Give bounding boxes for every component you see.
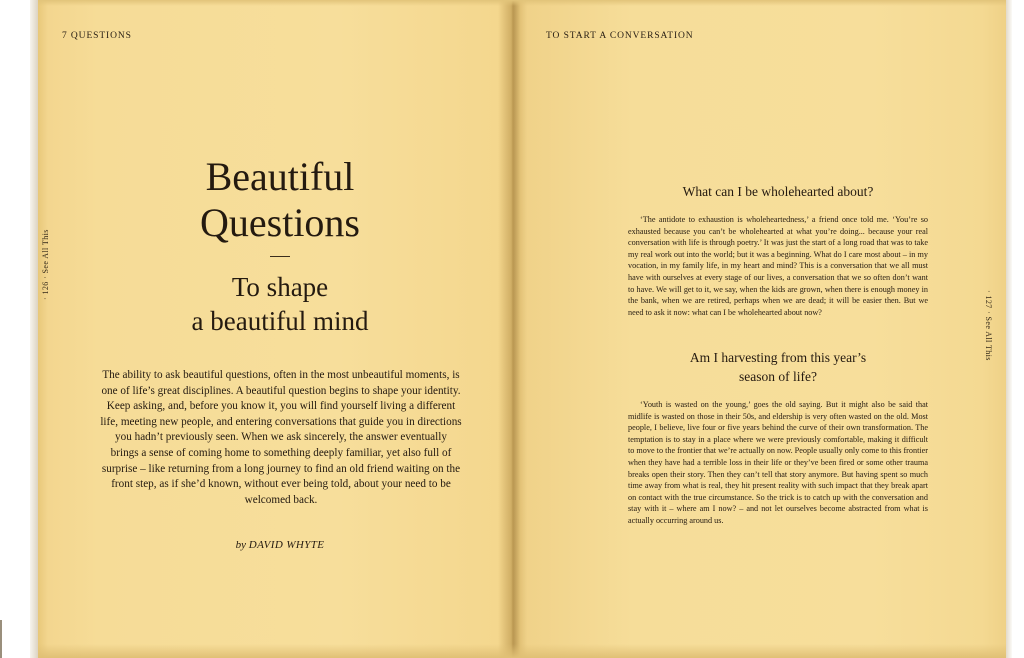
right-table-surface xyxy=(1006,0,1024,658)
article-title xyxy=(80,154,480,246)
question-heading-2-line1: Am I harvesting from this year’s xyxy=(689,350,867,365)
folio-right: · 127 · See All This xyxy=(984,290,993,361)
question-section-1 xyxy=(628,182,928,318)
question-body-2: ‘Youth is wasted on the young,’ goes the old saying. But it might also be said that midlife is wasted on those in their 50s, and eldership is very often wasted on the old. Most people, I believe, live four or five years behind the curve of their own transformation. The temptation is to stay in a place where we were previously comfortable, making it difficult to move to the frontier that we’re actually on now. People usually only come to this frontier when they have had a terrible loss in their life or they’ve been fired or some other trauma breaks open their story. Then they can’t tell that story anymore. But having spent so much time away from what is real, they hit present reality with such impact that they break apart on contact with the true circumstance. So the trick is to catch up with the conversation and stay with it – where am I now? – and not let ourselves become abstracted from what is actually occurring around us. xyxy=(628,400,928,525)
article-title-line2: Questions xyxy=(200,200,360,245)
question-heading-2-line2: season of life? xyxy=(739,369,817,384)
question-heading-1: What can I be wholehearted about? xyxy=(682,184,874,199)
byline-prefix: by xyxy=(235,539,249,551)
article-subtitle xyxy=(80,270,480,338)
folio-left: · 126 · See All This xyxy=(41,229,50,300)
left-edge-mark xyxy=(0,620,2,658)
running-head-right: TO START A CONVERSATION xyxy=(546,31,694,41)
running-head-left: 7 QUESTIONS xyxy=(62,31,132,41)
question-section-2 xyxy=(628,348,928,527)
question-heading-2 xyxy=(628,348,928,386)
article-standfirst: The ability to ask beautiful questions, often in the most unbeautiful moments, is one of life’s great disciplines. A beautiful question begins to shape your identity. Keep asking, and, before you know it, you will find yourself living a different life, meeting new people, and entering conversations that guide you in directions you hadn’t previously seen. When we ask sincerely, the answer eventually brings a sense of coming home to something deeply familiar, yet also full of surprise – like returning from a long journey to find an old friend waiting on the front step, as if she’d known, without ever being told, about your need to be welcomed back. xyxy=(100,369,462,506)
question-body-1: ‘The antidote to exhaustion is wholeheartedness,’ a friend once told me. ‘You’re so exhausted because you can’t be wholehearted at what you’re doing... because your real conversation with life is through poetry.’ It was just the start of a long road that was to take my real work out into the world; but it was a beginning. What do I care most about – in my vocation, in my family life, in my heart and mind? This is a conversation that we all must have with ourselves at every stage of our lives, a conversation that we so often don’t want to have. We will get to it, we say, when the kids are grown, when there is enough money in the bank, when we are retired, perhaps when we are dead; it will be easier then. But we need to ask it now: what can I be wholehearted about now? xyxy=(628,215,928,317)
title-divider-rule xyxy=(270,256,290,257)
byline-author: DAVID WHYTE xyxy=(248,539,325,551)
article-byline xyxy=(80,539,480,551)
right-page xyxy=(512,0,1006,658)
article-title-line1: Beautiful xyxy=(205,154,355,199)
left-table-surface xyxy=(0,0,38,658)
article-subtitle-line2: a beautiful mind xyxy=(191,306,369,336)
article-subtitle-line1: To shape xyxy=(231,272,329,302)
